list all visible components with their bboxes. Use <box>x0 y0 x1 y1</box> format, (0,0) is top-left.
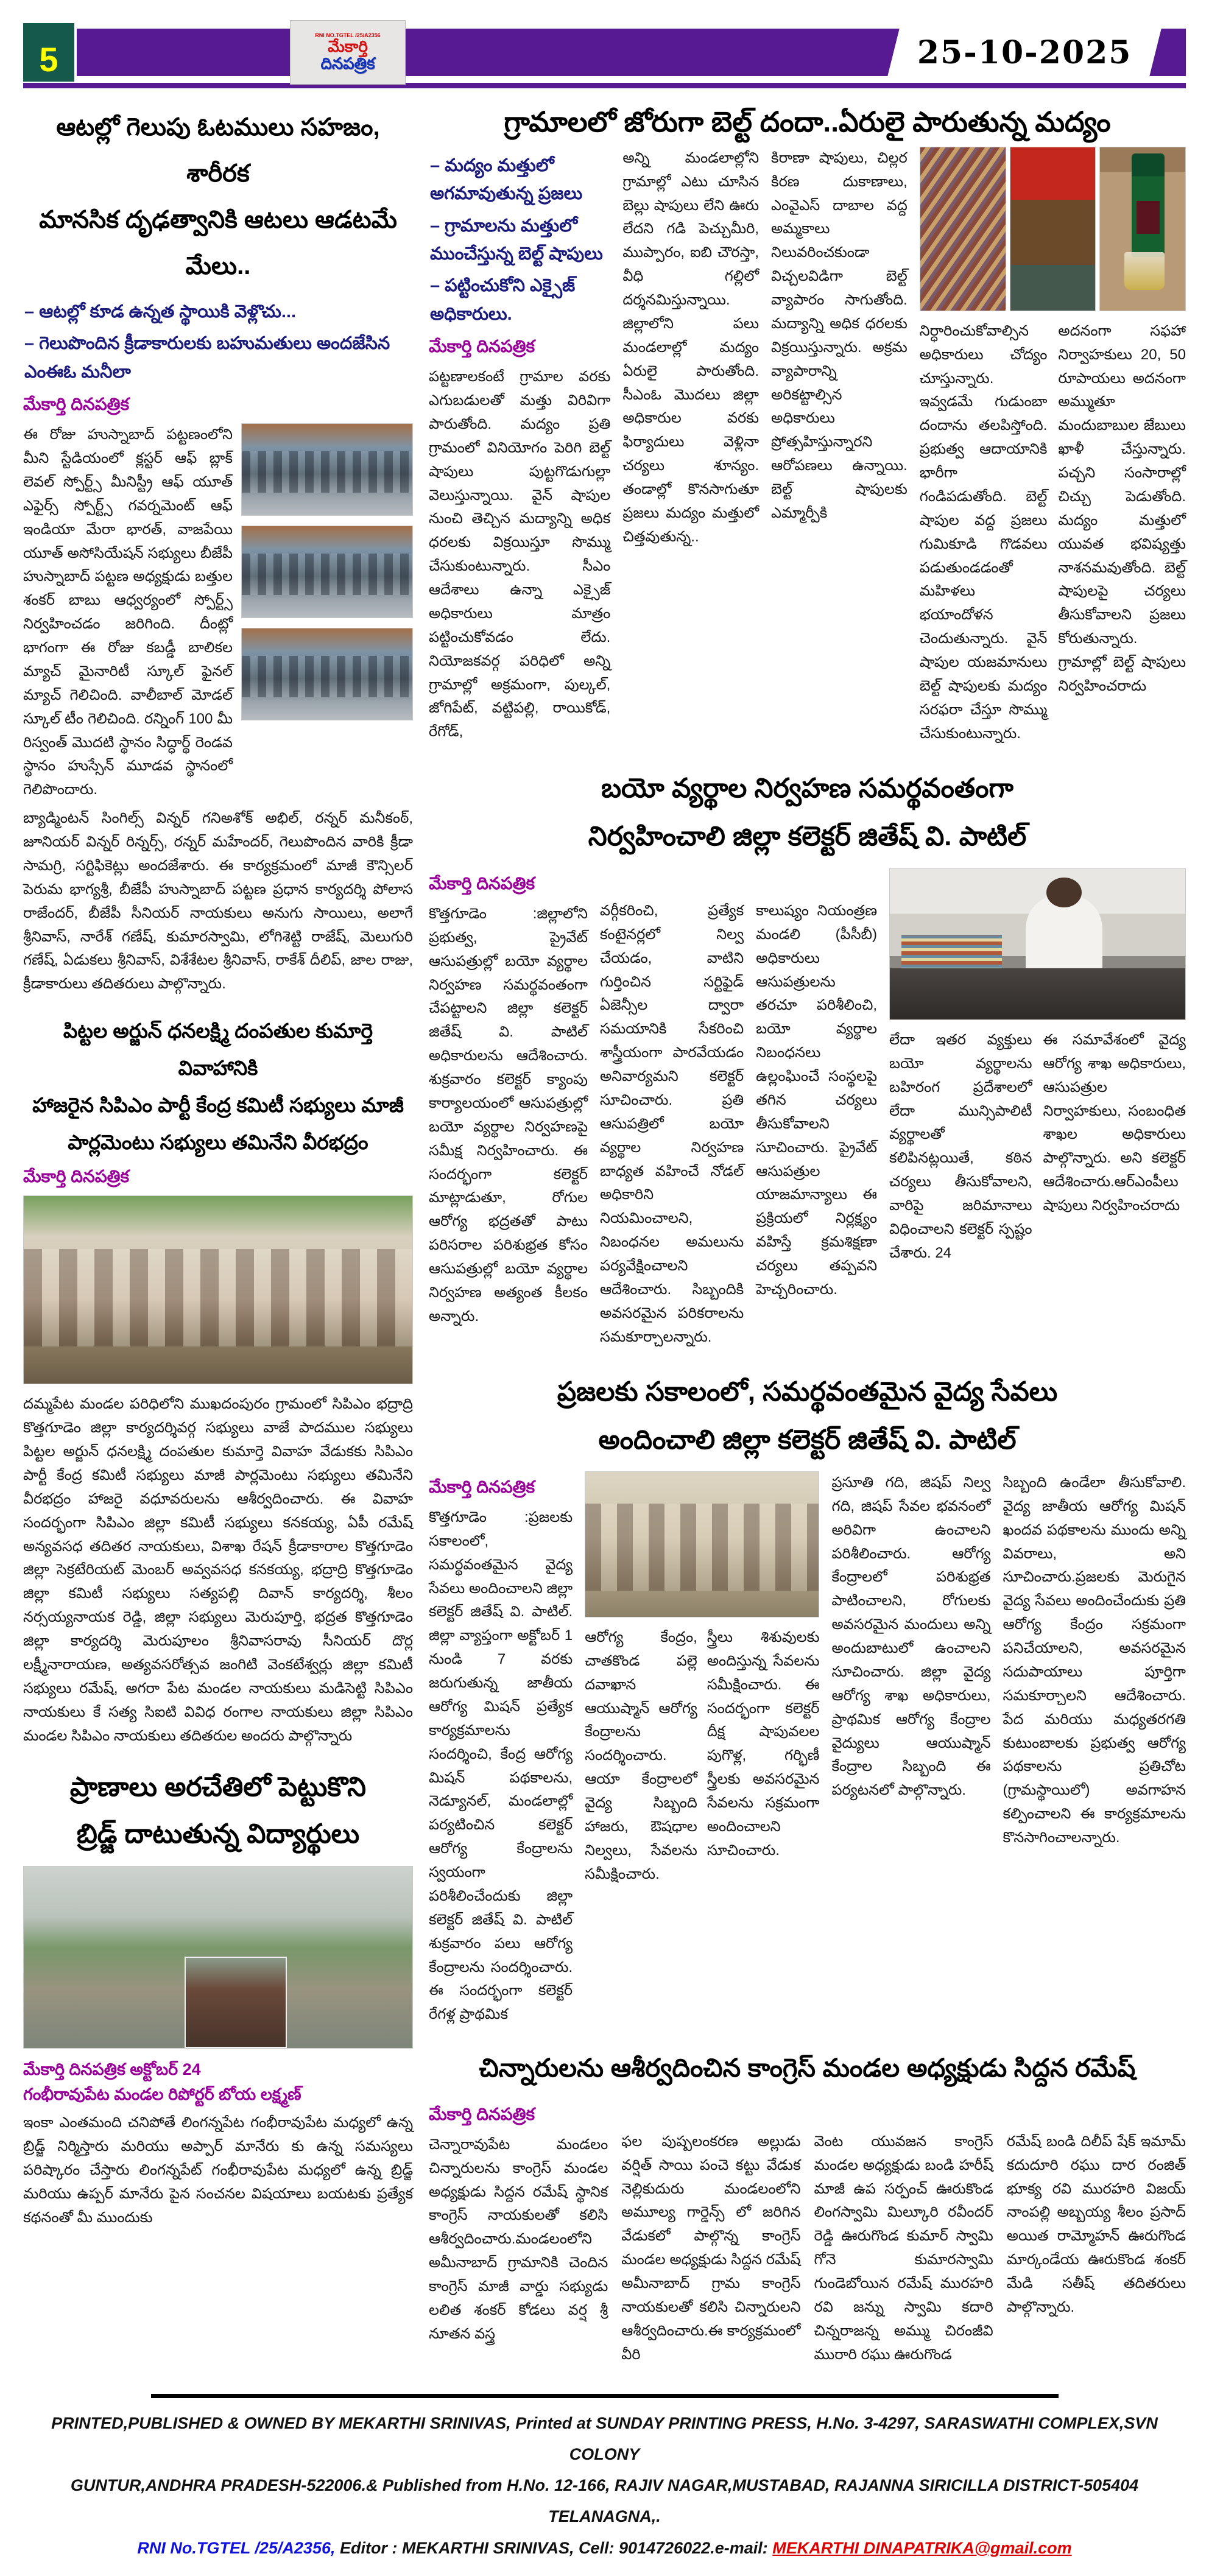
belt-photo-collage <box>920 147 1186 311</box>
congress-col3: వెంట యువజన కాంగ్రెస్ మండల అధ్యక్షుడు బండి హరీష్ మాజీ ఉప సర్పంచ్ ఊరుకొండ లింగస్వామి మిల్కూరి రవీందర్ రెడ్డి ఊరుగొండ కుమార్ స్వామి గోనె కుమారస్వామి గుండెబోయిన రమేష్ మురహరి రవి జన్ను స్వామి కదారి చిన్నరాజన్న అమ్ము చిరంజీవి మురారి రఘు ఊరుగొండ <box>814 2133 993 2363</box>
bio-colA: లేదా ఇతర వ్యక్తులు బయో వ్యర్థాలను బహిరంగ ప్రదేశాలలో లేదా మున్సిపాలిటీ వ్యర్థాలతో కలిపినట్లయితే, కఠిన చర్యలు తీసుకోవాలని, వారిపై జరిమానాలు విధించాలని కలెక్టర్ స్పష్టం చేశారు. 24 <box>889 1031 1032 1261</box>
bridge-byline <box>23 2057 413 2106</box>
masthead-registration: RNI NO.TGTEL /25/A2356 <box>315 32 381 38</box>
sports-headline-line1: ఆటల్లో గెలుపు ఓటములు సహజం, శారీరక <box>56 114 380 187</box>
bridge-byline-line1: మేకార్తి దినపత్రిక అక్టోబర్ 24 <box>23 2060 201 2079</box>
medical-photo-section <box>585 1471 819 2027</box>
article-bio <box>429 764 1186 1350</box>
article-congress <box>429 2045 1186 2367</box>
collector-photo <box>889 868 1186 1020</box>
collector-desk <box>890 968 1185 1019</box>
congress-col1: చెన్నారావుపేట మండలం చిన్నారులను కాంగ్రెస్ మండల అధ్యక్షుడు సిద్దన రమేష్ స్థానిక కాంగ్రెస్ నాయకులతో కలిసి ఆశీర్వదించారు.మండలంలోని అమీనాబాద్ గ్రామానికి చెందిన కాంగ్రెస్ మాజీ వార్డు సభ్యుడు లలిత శంకర్ కోడలు వర్ష శ్రీ నూతన వస్త్ర <box>429 2136 608 2342</box>
belt-bullet-1: – మద్యం మత్తులో అగమావుతున్న ప్రజలు <box>430 155 583 204</box>
bio-col3: కాలుష్యం నియంత్రణ మండలి (పీసీబీ) అధికారులు ఆసుపత్రులను తరచూ పరిశీలించి, బయో వ్యర్థాల నిబంధనలు ఉల్లంఘించే సంస్థలపై తగిన చర్యలు తీసుకోవాలని సూచించారు. ప్రైవేట్ ఆసుపత్రుల యాజమాన్యాలు ఈ ప్రక్రియలో నిర్లక్ష్యం వహిస్తే క్రమశిక్షణా చర్యలు తప్పవని హెచ్చరించారు. <box>756 902 878 1298</box>
congress-first-column <box>429 2099 608 2367</box>
medical-col3: ప్రసూతి గది, జిషప్ నిల్వ గది, జిషప్ సేవల భవనంలో అరివిగా ఉంచాలని పరిశీలించారు. ఆరోగ్య కేంద్రాలలో పరిశుభ్రత పాటించాలని, రోగులకు అవసరమైన మందులు అన్ని అందుబాటులో ఉంచాలని సూచించారు. జిల్లా వైద్య ఆరోగ్య శాఖ అధికారులు, ప్రాథమిక ఆరోగ్య కేంద్రాల వైద్యులు ఆయుష్మాన్ కేంద్రాల సిబ్బంది ఈ పర్యటనలో పాల్గొన్నారు. <box>831 1474 991 1799</box>
belt-col2: అన్ని మండలాల్లోని గ్రామాల్లో ఎటు చూసిన బెల్లు షాపులు లేని ఊరు లేదని గడి పెచ్చుమీరి, ముప్పారం, ఐబి చౌరస్తా, వీధి గల్లిలో దర్శనమిస్తున్నాయి. జిల్లాలోని పలు మండలాల్లో మద్యం ఏరులై పారుతోంది. సీఎంఓ మొదలు జిల్లా అధికారుల వరకు ఫిర్యాదులు వెళ్లినా చర్యలు శూన్యం. తండాల్లో కొనసాగుతూ ప్రజలు మద్యం మత్తులో చిత్తవుతున్న.. <box>622 149 760 545</box>
hospital-photo <box>585 1471 819 1617</box>
wedding-headline-line1: పిట్టల అర్జున్ ధనలక్ష్మి దంపతుల కుమార్తె వివాహానికి <box>63 1019 373 1080</box>
article-sports <box>23 104 413 996</box>
header-band <box>77 29 1186 76</box>
bio-col2: వర్గీకరించి, ప్రత్యేక కంటైనర్లలో నిల్వ చేయడం, వాటిని గుర్తించిన సర్టిఫైడ్ ఏజెన్సీల ద్వారా సమయానికి సేకరించి శాస్త్రీయంగా పారవేయడం అనివార్యమని కలెక్టర్ సూచించారు. ప్రతి ఆసుపత్రిలో బయో వ్యర్థాల నిర్వహణ బాధ్యత వహించే నోడల్ అధికారిని నియమించాలని, నిబంధనల అమలును పర్యవేక్షించాలని ఆదేశించారు. సిబ్బందికి అవసరమైన పరికరాలను సమకూర్చాలన్నారు. <box>600 902 744 1345</box>
belt-photo-food <box>1010 147 1096 311</box>
sports-body-continued: బ్యాడ్మింటన్ సింగిల్స్ విన్నర్ గనిఅశోక్ అభిల్, రన్నర్ మనీకంఠ్, జూనియర్ విన్నర్ రిన్నర్స్, రన్నర్ మహేందర్, గెలుపొందిన వారికి క్రీడా సామగ్రి, సర్టిఫికెట్లు అందజేశారు. ఈ కార్యక్రమంలో మాజీ కౌన్సిలర్ పెరుమ భాగ్యశ్రీ, బీజేపీ హుస్నాబాద్ పట్టణ ప్రధాన కార్యదర్శి పోలాస రాజేందర్, బీజేపీ సీనియర్ నాయకులు అనుగు సాయిలు, అలాగే శ్రీనివాస్, నారేశ్ గణేష్, కుమారస్వామి, లోగిశెట్టి రాజేష్, మెలుగురి గణేష్, ఏడుకలు శ్రీనివాస్, విశేశేటల శ్రీనివాస్, రాకేశ్ దీలిప్, జాల రాజు, క్రీడాకారులు తదితరులు పాల్గొన్నారు. <box>23 810 413 993</box>
footer-rni: RNI No.TGTEL /25/A2356, <box>137 2538 336 2557</box>
sports-photo-2 <box>241 526 413 618</box>
wedding-byline: మేకార్తి దినపత్రిక <box>23 1167 130 1186</box>
sports-bullet-1: – ఆటల్లో కూడ ఉన్నత స్థాయికి వెళ్లొచు... <box>24 302 297 322</box>
left-column <box>23 104 413 2367</box>
wedding-photo <box>23 1195 413 1384</box>
belt-colA: నిర్ధారించుకోవాల్సిన అధికారులు చోద్యం చూస్తున్నారు. ఇవ్వడమే గుడుంబా దందాను తలపిస్తోంది. ప్రభుత్వ ఆదాయానికి భారీగా గండిపడుతోంది. బెల్ట్ షాపుల వద్ద ప్రజలు గుమికూడి గొడవలు పడుతుండడంతో మహిళలు భయాందోళన చెందుతున్నారు. వైన్ షాపుల యజమానులు బెల్ట్ షాపులకు మద్యం సరఫరా చేస్తూ సొమ్ము చేసుకుంటున్నారు. <box>919 322 1048 742</box>
wedding-headline-line3: పార్లమెంటు సభ్యులు తమినేని వీరభద్రం <box>68 1131 368 1154</box>
liquor-cup <box>1124 252 1165 290</box>
footer-email[interactable]: MEKARTHI DINAPATRIKA@gmail.com <box>772 2538 1072 2557</box>
bio-byline: మేకార్తి దినపత్రిక <box>429 873 535 893</box>
medical-first-column <box>429 1471 573 2027</box>
belt-headline: గ్రామాలలో జోరుగా బెల్ట్ దందా..ఏరులై పారుతున్న మద్యం <box>504 106 1111 138</box>
sports-headline <box>23 104 413 289</box>
belt-byline: మేకార్తి దినపత్రిక <box>429 337 535 356</box>
medical-headline <box>429 1368 1186 1464</box>
bridge-headline-line2: బ్రిడ్జ్ దాటుతున్న విద్యార్థులు <box>76 1819 360 1849</box>
footer-line1: PRINTED,PUBLISHED & OWNED BY MEKARTHI SRINIVAS, Printed at SUNDAY PRINTING PRESS, H.No. 3-4297, SARASWATHI COMPLEX,SVN COLONY <box>51 2413 1158 2463</box>
masthead-logo <box>290 20 406 85</box>
bio-headline-line2: నిర్వహించాలి జిల్లా కలెక్టర్ జితేష్ వి. పాటిల్ <box>588 821 1027 851</box>
date-block <box>887 29 1161 76</box>
belt-photo-liquor <box>1099 147 1186 311</box>
sports-byline: మేకార్తి దినపత్రిక <box>23 395 130 414</box>
article-bridge <box>23 1764 413 2229</box>
bio-col1: కొత్తగూడెం :జిల్లాలోని ప్రభుత్వ, ప్రైవేట్ ఆసుపత్రుల్లో బయో వ్యర్థాల నిర్వహణ సమర్థవంతంగా చేపట్టాలని జిల్లా కలెక్టర్ జితేష్ వి. పాటిల్ అధికారులను ఆదేశించారు. శుక్రవారం కలెక్టర్ క్యాంపు కార్యాలయంలో ఆసుపత్రుల్లో బయో వ్యర్థాల నిర్వహణపై సమీక్ష నిర్వహించారు. ఈ సందర్భంగా కలెక్టర్ మాట్లాడుతూ, రోగుల ఆరోగ్య భద్రతతో పాటు పరిసరాల పరిశుభ్రత కోసం ఆసుపత్రుల్లో బయో వ్యర్థాల నిర్వహణ అత్యంత కీలకం అన్నారు. <box>429 905 588 1325</box>
bio-colB: ఈ సమావేశంలో వైద్య ఆరోగ్య శాఖ అధికారులు, ఆసుపత్రుల నిర్వాహకులు, సంబంధిత శాఖల అధికారులు పాల్గొన్నారు. అని కలెక్టర్ ఆదేశించారు.ఆర్ఎంపీలు షాపులు నిర్వహించరాదు <box>1043 1031 1186 1214</box>
wedding-headline-line2: హాజరైన సిపిఎం పార్టీ కేంద్ర కమిటీ సభ్యులు మాజీ <box>32 1094 404 1117</box>
congress-headline: చిన్నారులను ఆశీర్వదించిన కాంగ్రెస్ మండల అధ్యక్షుడు సిద్దన రమేష్ <box>479 2053 1136 2083</box>
right-column <box>429 104 1186 2367</box>
congress-col4: రమేష్ బండి దిలీప్ షేక్ ఇమామ్ కదుదూరి రఘు దార రంజిత్ భూక్య రవి మురహరి విజయ్ నాంపల్లి అబ్బయ్య శీలం ప్రసాద్ అయిత రామ్మోహన్ ఊరుగొండ మార్కండేయ ఊరుకొండ శంకర్ మేడి సతీష్ తదితరులు పాల్గొన్నారు. <box>1006 2133 1186 2315</box>
medical-byline: మేకార్తి దినపత్రిక <box>429 1477 535 1496</box>
reporter-inset-photo <box>185 1957 287 2048</box>
footer-line3 <box>23 2533 1186 2564</box>
article-belt <box>429 104 1186 746</box>
wedding-headline <box>23 1012 413 1161</box>
bridge-body: ఇంకా ఎంతమంది చనిపోతే లింగన్నపేట గంభీరావుపేట మధ్యలో ఉన్న బ్రిడ్జ్ నిర్మిస్తారు మరియు అప్పార్ మానేరు కు ఉన్న సమస్యలు పరిష్కారం చేస్తారు లింగన్నపేట్ గంభీరావుపేట మధ్యలో ఉన్న బ్రిడ్జ్ మరియు ఉప్పర్ మానేరు పైన సంచనల విషయాలు బయటకు ప్రత్యేక కథనంతో మీ ముందుకు <box>23 2114 413 2226</box>
sports-bullet-2: – గెలుపొందిన క్రీడాకారులకు బహుమతులు అందజేసిన ఎంఈఓ మనీలా <box>24 334 390 382</box>
page-number: 5 <box>23 23 74 82</box>
header <box>23 28 1186 77</box>
belt-first-column <box>429 147 610 746</box>
sports-headline-line2: మానసిక దృఢత్వానికి ఆటలు ఆడటమే మేలు.. <box>39 206 397 280</box>
sports-bullets <box>24 298 413 386</box>
issue-date: 25-10-2025 <box>917 33 1132 71</box>
belt-bullets <box>430 152 610 328</box>
belt-colB: అదనంగా సఫహా నిర్వాహకులు 20, 50 రూపాయలు అదనంగా అమ్ముతూ మందుబాబుల జేబులు ఖాళీ చేస్తున్నారు. పచ్చని సంసారాల్లో చిచ్చు పెడుతోంది. మద్యం మత్తులో యువత భవిష్యత్తు నాశనమవుతోంది. బెల్ట్ షాపులపై చర్యలు తీసుకోవాలని ప్రజలు కోరుతున్నారు. గ్రామాల్లో బెల్ట్ షాపులు నిర్వహించరాదు <box>1058 322 1186 694</box>
bridge-headline <box>23 1764 413 1857</box>
bio-headline <box>429 764 1186 860</box>
sports-photo-stack <box>241 423 413 802</box>
belt-photo-mat <box>920 147 1006 311</box>
bio-photo-section <box>889 868 1186 1350</box>
medical-headline-line1: ప్రజలకు సకాలంలో, సమర్థవంతమైన వైద్య సేవలు <box>557 1376 1058 1407</box>
bridge-byline-line2: గంభీరావుపేట మండల రిపోర్టర్ బోయ లక్ష్మణ్ <box>23 2085 301 2103</box>
medical-col4: సిబ్బంది ఉండేలా తీసుకోవాలి. వైద్య జాతీయ ఆరోగ్య మిషన్ ఖందవ పథకాలను ముందు అన్ని వివరాలు, అని సూచించారు.ప్రజలకు మెరుగైన వైద్య సేవలు అందించేందుకు ప్రతి ఆరోగ్య కేంద్రం సక్రమంగా పనిచేయాలని, అవసరమైన సదుపాయాలు పూర్తిగా సమకూర్చాలని ఆదేశించారు. పేద మరియు మధ్యతరగతి కుటుంబాలకు ప్రభుత్వ ఆరోగ్య పథకాలను ప్రతిచోట (గ్రామస్థాయిలో) అవగాహన కల్పించాలని ఈ కార్యక్రమాలను కొనసాగించాలన్నారు. <box>1003 1474 1186 1846</box>
bio-first-column <box>429 868 588 1350</box>
congress-col2: ఫల పుష్పలంకరణ అల్లుడు వర్షిత్ సాయి పంచె కట్టు వేడుక నెల్లికుదురు మండలంలోని అమూల్య గార్డెన్స్ లో జరిగిన వేడుకలో పాల్గొన్న కాంగ్రెస్ మండల అధ్యక్షుడు సిద్దన రమేష్ అమీనాబాద్ గ్రామ కాంగ్రెస్ నాయకులతో కలిసి చిన్నారులని ఆశీర్వదించారు.ఈ కార్యక్రమంలో వీరి <box>621 2133 801 2363</box>
header-rule <box>23 83 1186 88</box>
masthead-word1: మేకార్తి <box>328 37 368 56</box>
belt-col3: కిరాణా షాపులు, చిల్లర కిరణ దుకాణాలు, ఎంవైఎస్ దాబాల వద్ద అమ్మకాలు నిలువరించకుండా విచ్చలవిడిగా బెల్ట్ వ్యాపారం సాగుతోంది. మద్యాన్ని అధిక ధరలకు విక్రయిస్తున్నారు. అక్రమ వ్యాపారాన్ని అరికట్టాల్సిన అధికారులు ప్రోత్సహిస్తున్నారని ఆరోపణలు ఉన్నాయి. బెల్ట్ షాపులకు ఎమ్మార్పీకి <box>771 149 908 521</box>
collector-figure <box>1026 896 1102 979</box>
belt-photo-section <box>920 147 1186 746</box>
bio-headline-line1: బయో వ్యర్థాల నిర్వహణ సమర్థవంతంగా <box>601 773 1013 803</box>
footer-line2: GUNTUR,ANDHRA PRADESH-522006.& Published from H.No. 12-166, RAJIV NAGAR,MUSTABAD, RAJANNA SIRICILLA DISTRICT-505404 TELANAGNA,. <box>70 2476 1139 2526</box>
liquor-bottle <box>1132 153 1165 257</box>
wedding-body: దమ్మపేట మండల పరిధిలోని ముఖదంపురం గ్రామంలో సిపిఎం భద్రాద్రి కొత్తగూడెం జిల్లా కార్యదర్శివర్గ సభ్యులు వాజే పాదముల సభ్యులు పిట్టల అర్జున్ ధనలక్ష్మి దంపతుల కుమార్తె వివాహ వేడుకకు సిపిఎం పార్టీ కేంద్ర కమిటీ సభ్యులు మాజీ పార్లమెంటు సభ్యులు తమినేని వీరభద్రం హాజరై వధూవరులను ఆశీర్వదించారు. ఈ వివాహ సందర్భంగా సిపిఎం జిల్లా కమిటీ సభ్యులు కనకయ్య, ఏపీ రమేష్ అన్యవసధ తదితర నాయకులు, విశాఖ రేషన్ క్రీడాకారాల కొత్తగూడెం జిల్లా సెక్రటేరియట్ మెంబర్ అవ్వవసధ కనకయ్య, భద్రాద్రి కొత్తగూడెం జిల్లా కమిటీ సభ్యులు సత్యపల్లి దివాన్ కార్యదర్శి, శీలం నర్సయ్యనాయక రెడ్డి, జిల్లా సభ్యులు మెరుపూర్తి, భద్రత కొత్తగూడెం జిల్లా కార్యదర్శి మెరుపూలం శ్రీనివాసరావు సీనియర్ దొర్ల లక్ష్మీనారాయణ, అత్యవసరోత్సవ జంగిటి వెంకటేశ్వర్లు జిల్లా కమిటీ సభ్యులు రమేష్, అగరా పేట మండల నాయకులు మడిసెట్టి సిపిఎం నాయకులు కే సత్య సిఐటి వివిధ రంగాల నాయకులు జిల్లా సిపిఎం మండల సిపిఎం నాయకులు తదితరుల అందరు పాల్గొన్నారు <box>23 1396 413 1744</box>
medical-colA: ఆరోగ్య కేంద్రం, చాతకొండ పల్లె దవాఖాన ఆయుష్మాన్ ఆరోగ్య కేంద్రాలను సందర్శించారు. ఆయా కేంద్రాలలో వైద్య సిబ్బంది హాజరు, ఔషధాల నిల్వలు, సేవలను సమీక్షించారు. <box>585 1628 697 1882</box>
congress-byline: మేకార్తి దినపత్రిక <box>429 2104 535 2124</box>
sports-photo-3 <box>241 628 413 720</box>
medical-colB: స్త్రీలు శిశువులకు అందిస్తున్న సేవలను సమీక్షించారు. ఈ సందర్భంగా కలెక్టర్ దీక్ష షాపువలల పుగొళ్ల, గర్భిణీ స్త్రీలకు అవసరమైన సేవలను సక్రమంగా అందించాలని సూచించారు. <box>707 1628 820 1859</box>
sports-photo-1 <box>241 423 413 516</box>
medical-headline-line2: అందించాలి జిల్లా కలెక్టర్ జితేష్ వి. పాటిల్ <box>598 1424 1017 1455</box>
footer <box>23 2408 1186 2564</box>
masthead-word2: దినపత్రిక <box>320 54 375 72</box>
medical-col1: కొత్తగూడెం :ప్రజలకు సకాలంలో, సమర్థవంతమైన వైద్య సేవలు అందించాలని జిల్లా కలెక్టర్ జితేష్ వి. పాటిల్. జిల్లా వ్యాప్తంగా అక్టోబర్ 1 నుండి 7 వరకు జరుగుతున్న జాతీయ ఆరోగ్య మిషన్ ప్రత్యేక కార్యక్రమాలను సందర్శించి, కేంద్ర ఆరోగ్య మిషన్ పథకాలను, నెడ్యూనల్, మండలాల్లో పర్యటించిన కలెక్టర్ ఆరోగ్య కేంద్రాలను స్వయంగా పరిశీలించేందుకు జిల్లా కలెక్టర్ జితేష్ వి. పాటిల్ శుక్రవారం పలు ఆరోగ్య కేంద్రాలను సందర్శించారు. ఈ సందర్భంగా కలెక్టర్ రేగళ్ల ప్రాథమిక <box>429 1508 573 2023</box>
footer-rule <box>151 2394 1059 2398</box>
bridge-photo <box>23 1866 413 2049</box>
belt-bullet-3: – పట్టించుకోని ఎక్సైజ్ అధికారులు. <box>430 276 576 324</box>
belt-col1: పట్టణాలకంటే గ్రామాల వరకు ఎగుబడులతో మత్తు విరివిగా పారుతోంది. మద్యం ప్రతి గ్రామంలో వినియోగం పెరిగి బెల్ట్ షాపులు పుట్టగొడుగుల్లా వెలుస్తున్నాయి. వైన్ షాపుల నుంచి తెచ్చిన మద్యాన్ని అధిక ధరలకు విక్రయిస్తూ సొమ్ము చేసుకుంటున్నారు. సీఎం ఆదేశాలు ఉన్నా ఎక్సైజ్ అధికారులు మాత్రం పట్టించుకోవడం లేదు. నియోజకవర్గ పరిధిలో అన్ని గ్రామాల్లో అక్రమంగా, పుల్కల్, జోగిపేట్, వట్టిపల్లి, రాయికోడ్, రేగోడ్, <box>429 368 611 741</box>
footer-editor: Editor : MEKARTHI SRINIVAS, Cell: 9014726022.e-mail: <box>340 2538 773 2557</box>
sports-body: ఈ రోజు హుస్నాబాద్ పట్టణంలోని మీని స్టేడియంలో క్లస్టర్ ఆఫ్ బ్లాక్ లెవల్ స్పోర్ట్స్ మీనిస్ట్రీ ఆఫ్ యూత్ ఎఫైర్స్ స్పోర్ట్స్ గవర్నమెంట్ ఆఫ్ ఇండియా మేరా భారత్, వాజపేయి యూత్ అసోసియేషన్ సభ్యులు బీజేపీ హుస్నాబాద్ పట్టణ అధ్యక్షుడు బత్తుల శంకర్ బాబు ఆధ్వర్యంలో స్పోర్ట్స్ నిర్వహించడం జరిగింది. దీంట్లో భాగంగా ఈ రోజు కబడ్డీ బాలికల మ్యాచ్ మైనారిటీ స్కూల్ ఫైనల్ మ్యాచ్ గెలిచింది. వాలీబాల్ మోడల్ స్కూల్ టీం గెలిచింది. రన్నింగ్ 100 మీ రిస్వంత్ మొదటి స్థానం సిద్ధార్థ్ రెండవ స్థానం హుస్సేన్ మూడవ స్థానంలో గెలిపొందారు. <box>23 426 233 798</box>
article-wedding <box>23 1012 413 1748</box>
bridge-headline-line1: ప్రాణాలు అరచేతిలో పెట్టుకొని <box>69 1772 367 1803</box>
article-medical <box>429 1368 1186 2027</box>
belt-bullet-2: – గ్రామాలను మత్తులో ముంచేస్తున్న బెల్ట్ షాపులు <box>430 216 603 264</box>
